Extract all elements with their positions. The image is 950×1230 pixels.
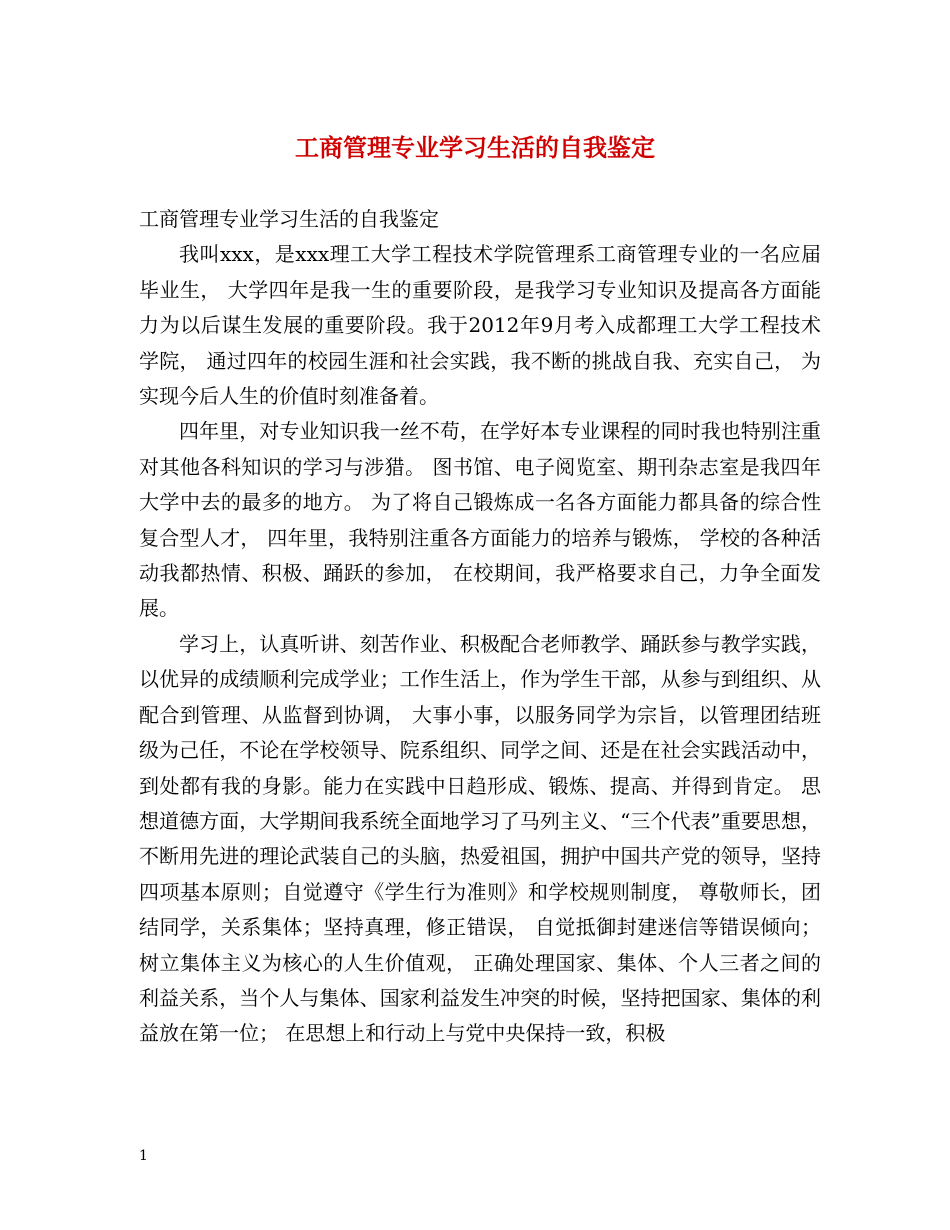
page-title: 工商管理专业学习生活的自我鉴定 [295,133,655,162]
page-number: 1 [139,1148,148,1164]
document-body [139,202,821,1052]
paragraph-2: 四年里，对专业知识我一丝不苟，在学好本专业课程的同时我也特别注重对其他各科知识的学习与涉猎。 图书馆、电子阅览室、期刊杂志室是我四年大学中去的最多的地方。 为了将自己锻炼成一名各方面能力都具备的综合性复合型人才， 四年里，我特别注重各方面能力的培养与锻炼， 学校的各种活动我都热情、积极、踊跃的参加， 在校期间，我严格要求自己，力争全面发展。 [139,419,821,621]
document-subtitle: 工商管理专业学习生活的自我鉴定 [139,207,439,231]
paragraph-3: 学习上，认真听讲、刻苦作业、积极配合老师教学、踊跃参与教学实践， 以优异的成绩顺利完成学业；工作生活上，作为学生干部，从参与到组织、从配合到管理、从监督到协调， 大事小事，以服务同学为宗旨，以管理团结班级为己任，不论在学校领导、院系组织、同学之间、还是在社会实践活动中， 到处都有我的身影。能力在实践中日趋形成、锻炼、提高、并得到肯定。 思想道德方面，大学期间我系统全面地学习了马列主义、“三个代表”重要思想， 不断用先进的理论武装自己的头脑，热爱祖国，拥护中国共产党的领导，坚持四项基本原则；自觉遵守《学生行为准则》和学校规则制度， 尊敬师长，团结同学，关系集体；坚持真理，修正错误， 自觉抵御封建迷信等错误倾向；树立集体主义为核心的人生价值观， 正确处理国家、集体、个人三者之间的利益关系，当个人与集体、国家利益发生冲突的时候，坚持把国家、集体的利益放在第一位； 在思想上和行动上与党中央保持一致，积极 [139,631,821,1046]
paragraph-1: 我叫xxx，是xxx理工大学工程技术学院管理系工商管理专业的一名应届毕业生， 大学四年是我一生的重要阶段，是我学习专业知识及提高各方面能力为以后谋生发展的重要阶段。我于2012年9月考入成都理工大学工程技术学院， 通过四年的校园生涯和社会实践，我不断的挑战自我、充实自己， 为实现今后人生的价值时刻准备着。 [139,242,821,409]
